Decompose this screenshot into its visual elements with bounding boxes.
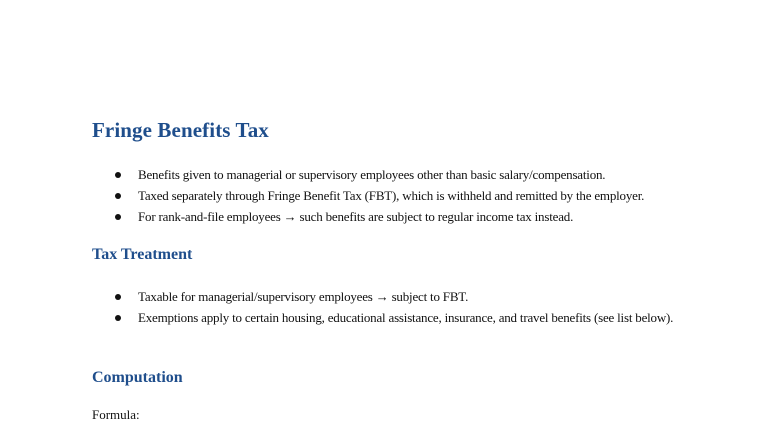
bullet-icon <box>115 294 121 300</box>
formula-label: Formula: <box>92 407 140 422</box>
list-item <box>0 164 678 185</box>
list-item <box>0 286 678 307</box>
computation-heading: Computation <box>92 369 183 386</box>
bullet-text: Taxable for managerial/supervisory employees → subject to FBT. <box>138 289 469 304</box>
bullet-text: Taxed separately through Fringe Benefit Tax (FBT), which is withheld and remitted by the employer. <box>138 188 645 203</box>
tax-treatment-bullet-list <box>0 286 784 328</box>
bullet-icon <box>115 193 121 199</box>
bullet-text: Exemptions apply to certain housing, educational assistance, insurance, and travel benefits (see list below). <box>138 310 674 325</box>
list-item <box>0 185 678 206</box>
bullet-text: Benefits given to managerial or supervisory employees other than basic salary/compensation. <box>138 167 606 182</box>
tax-treatment-heading: Tax Treatment <box>92 246 193 263</box>
bullet-icon <box>115 214 121 220</box>
bullet-icon <box>115 172 121 178</box>
list-item <box>0 307 678 328</box>
bullet-text: For rank-and-file employees → such benefits are subject to regular income tax instead. <box>138 209 574 224</box>
page-title: Fringe Benefits Tax <box>92 118 269 142</box>
intro-bullet-list <box>0 164 784 227</box>
list-item <box>0 206 678 227</box>
bullet-icon <box>115 315 121 321</box>
